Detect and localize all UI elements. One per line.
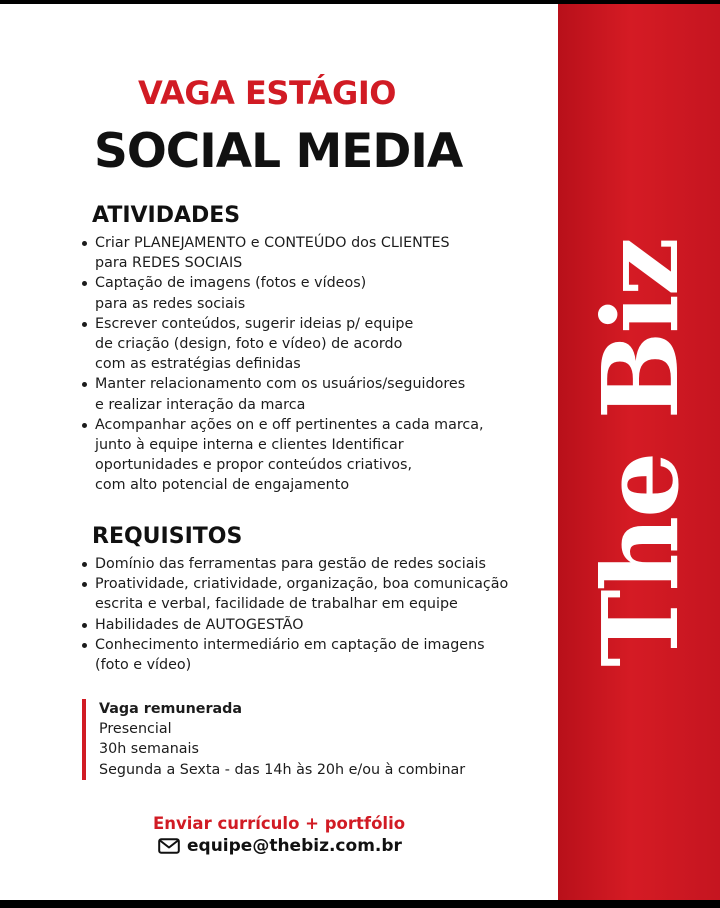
list-item-line: e realizar interação da marca bbox=[95, 396, 306, 413]
requisitos-heading: REQUISITOS bbox=[92, 524, 243, 549]
list-item-line: Proatividade, criatividade, organização, boa comunicação bbox=[95, 576, 509, 593]
email-address[interactable]: equipe@thebiz.com.br bbox=[187, 836, 402, 856]
email-contact[interactable] bbox=[158, 836, 402, 856]
brand-logo-text: The Biz bbox=[579, 239, 702, 667]
list-item bbox=[82, 635, 508, 675]
schedule-label: Segunda a Sexta - das 14h às 20h e/ou à combinar bbox=[99, 761, 466, 778]
list-item-line: Conhecimento intermediário em captação de imagens bbox=[95, 636, 485, 653]
apply-cta: Enviar currículo + portfólio bbox=[153, 814, 406, 833]
work-mode-label: Presencial bbox=[99, 721, 172, 738]
list-item-line: oportunidades e propor conteúdos criativos, bbox=[95, 457, 413, 474]
brand-band bbox=[558, 4, 720, 900]
list-item bbox=[82, 273, 484, 313]
atividades-heading: ATIVIDADES bbox=[92, 203, 241, 228]
atividades-list bbox=[82, 233, 484, 496]
list-item-line: Domínio das ferramentas para gestão de redes sociais bbox=[95, 556, 486, 572]
requisitos-list bbox=[82, 554, 508, 675]
list-item-line: para as redes sociais bbox=[95, 295, 246, 312]
job-title: SOCIAL MEDIA bbox=[94, 124, 463, 179]
list-item-line: com alto potencial de engajamento bbox=[95, 477, 350, 494]
list-item-line: Habilidades de AUTOGESTÃO bbox=[95, 616, 304, 633]
list-item bbox=[82, 615, 508, 635]
list-item-line: Manter relacionamento com os usuários/seguidores bbox=[95, 376, 466, 393]
list-item bbox=[82, 374, 484, 414]
list-item-line: Acompanhar ações on e off pertinentes a cada marca, bbox=[95, 416, 484, 433]
job-poster bbox=[0, 4, 720, 900]
list-item-line: escrita e verbal, facilidade de trabalhar em equipe bbox=[95, 596, 458, 613]
list-item-line: com as estratégias definidas bbox=[95, 356, 301, 373]
bottom-border bbox=[0, 900, 720, 908]
list-item-line: para REDES SOCIAIS bbox=[95, 255, 243, 272]
list-item-line: Criar PLANEJAMENTO e CONTEÚDO dos CLIENTES bbox=[95, 235, 450, 251]
list-item-line: de criação (design, foto e vídeo) de acordo bbox=[95, 336, 403, 353]
list-item-line: Escrever conteúdos, sugerir ideias p/ equipe bbox=[95, 315, 414, 332]
envelope-icon bbox=[158, 838, 180, 854]
list-item-line: junto à equipe interna e clientes Identificar bbox=[95, 437, 404, 454]
list-item bbox=[82, 314, 484, 375]
list-item bbox=[82, 574, 508, 614]
job-conditions bbox=[82, 699, 465, 780]
list-item-line: Captação de imagens (fotos e vídeos) bbox=[95, 275, 367, 292]
job-kicker: VAGA ESTÁGIO bbox=[138, 74, 396, 112]
list-item bbox=[82, 415, 484, 496]
list-item bbox=[82, 233, 484, 273]
weekly-hours-label: 30h semanais bbox=[99, 741, 199, 758]
list-item bbox=[82, 554, 508, 574]
paid-position-label: Vaga remunerada bbox=[99, 701, 243, 717]
list-item-line: (foto e vídeo) bbox=[95, 657, 192, 674]
